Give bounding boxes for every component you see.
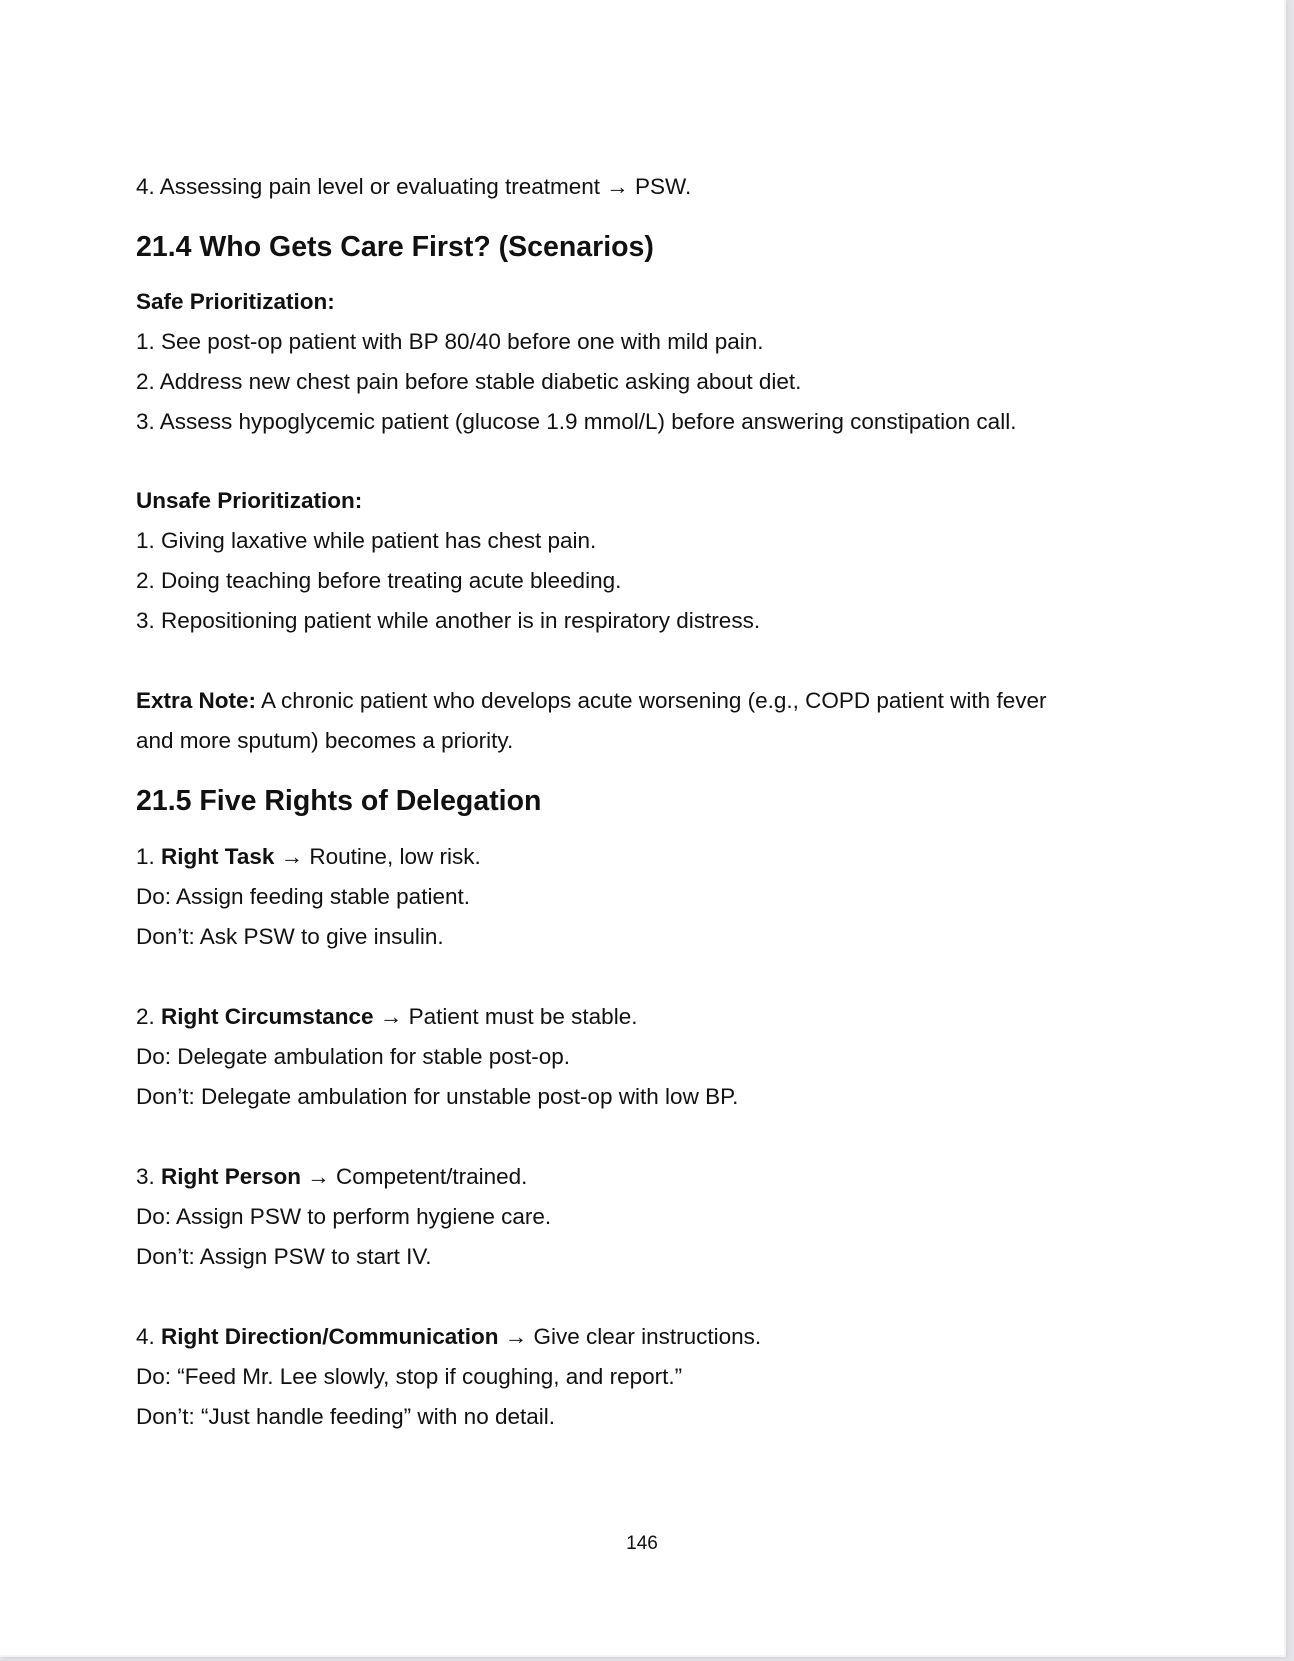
right-title: 1. Right Task → Routine, low risk. bbox=[136, 844, 481, 869]
intro-line: 4. Assessing pain level or evaluating treatment → PSW. bbox=[136, 174, 692, 199]
unsafe-item: 3. Repositioning patient while another is in respiratory distress. bbox=[136, 608, 761, 633]
right-do: Do: Delegate ambulation for stable post-op. bbox=[136, 1044, 571, 1069]
safe-item: 2. Address new chest pain before stable diabetic asking about diet. bbox=[136, 369, 802, 394]
section-heading-21-5: 21.5 Five Rights of Delegation bbox=[136, 785, 542, 817]
extra-note-label: Extra Note: bbox=[136, 688, 257, 713]
right-dont: Don’t: Ask PSW to give insulin. bbox=[136, 924, 444, 949]
extra-note bbox=[136, 687, 1046, 715]
extra-note-text-line2: and more sputum) becomes a priority. bbox=[136, 728, 514, 753]
safe-item: 1. See post-op patient with BP 80/40 before one with mild pain. bbox=[136, 329, 764, 354]
right-dont: Don’t: Delegate ambulation for unstable post-op with low BP. bbox=[136, 1084, 739, 1109]
unsafe-prioritization-title: Unsafe Prioritization: bbox=[136, 488, 363, 513]
right-do: Do: Assign PSW to perform hygiene care. bbox=[136, 1204, 552, 1229]
extra-note-text: A chronic patient who develops acute worsening (e.g., COPD patient with fever bbox=[256, 688, 1047, 713]
right-title: 2. Right Circumstance → Patient must be stable. bbox=[136, 1004, 638, 1029]
safe-item: 3. Assess hypoglycemic patient (glucose 1.9 mmol/L) before answering constipation call. bbox=[136, 409, 1017, 434]
right-title: 4. Right Direction/Communication → Give clear instructions. bbox=[136, 1324, 762, 1349]
unsafe-item: 2. Doing teaching before treating acute bleeding. bbox=[136, 568, 622, 593]
right-do: Do: “Feed Mr. Lee slowly, stop if coughing, and report.” bbox=[136, 1364, 683, 1389]
right-title: 3. Right Person → Competent/trained. bbox=[136, 1164, 528, 1189]
safe-prioritization-title: Safe Prioritization: bbox=[136, 289, 335, 314]
right-do: Do: Assign feeding stable patient. bbox=[136, 884, 470, 909]
unsafe-item: 1. Giving laxative while patient has chest pain. bbox=[136, 528, 597, 553]
right-dont: Don’t: “Just handle feeding” with no detail. bbox=[136, 1404, 555, 1429]
right-dont: Don’t: Assign PSW to start IV. bbox=[136, 1244, 432, 1269]
page-number: 146 bbox=[626, 1533, 658, 1554]
section-heading-21-4: 21.4 Who Gets Care First? (Scenarios) bbox=[136, 231, 654, 263]
